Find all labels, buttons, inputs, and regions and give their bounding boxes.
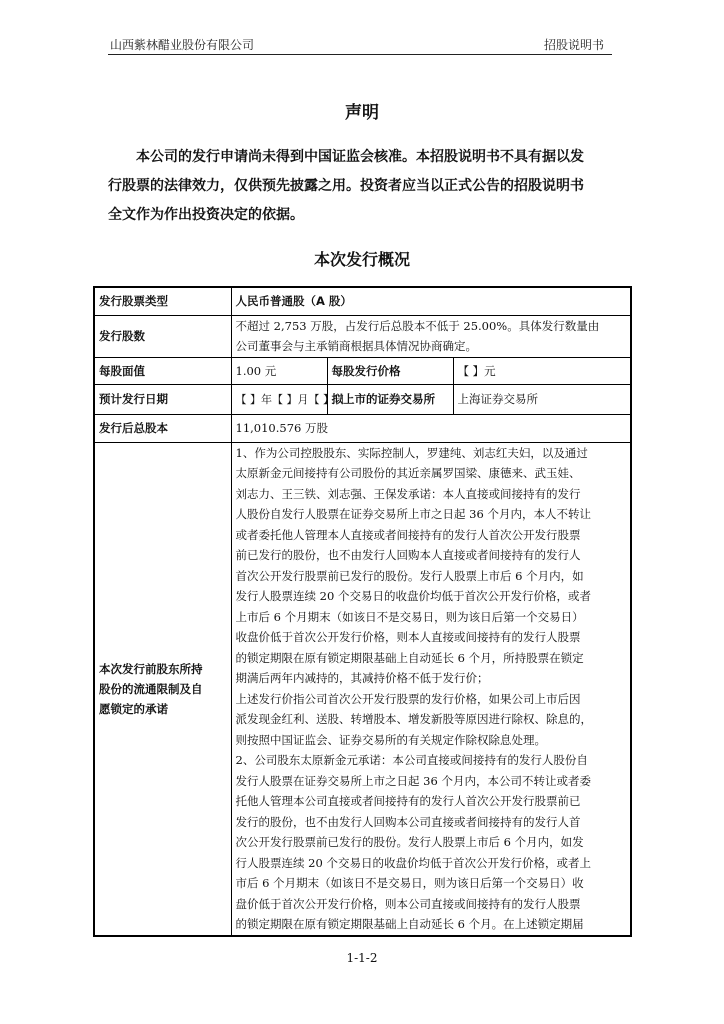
shares-label: 发行股数 (94, 315, 231, 357)
lockup-line: 次公开发行股票前已发行的股份。发行人股票上市后 6 个月内，如发 (235, 835, 584, 849)
issue-date-label: 预计发行日期 (94, 384, 231, 414)
stock-type-value: 人民币普通股（A 股） (231, 287, 631, 315)
header-company-name: 山西紫林醋业股份有限公司 (110, 38, 255, 52)
lockup-line: 或者委托他人管理本人直接或者间接持有的发行人首次公开发行股票 (235, 527, 581, 542)
lockup-label-line: 本次发行前股东所持 (99, 661, 203, 676)
par-value-label: 每股面值 (94, 357, 231, 384)
lockup-line: 1、作为公司控股股东、实际控制人，罗建纯、刘志红夫妇，以及通过 (235, 445, 588, 460)
table-row (94, 287, 631, 315)
declaration-text (108, 143, 618, 230)
page-header (108, 30, 612, 55)
lockup-line: 收盘价低于首次公开发行价格，则本人直接或间接持有的发行人股票 (235, 630, 581, 644)
shares-value-line: 公司董事会与主承销商根据具体情况协商确定。 (235, 339, 477, 353)
declaration-title: 声明 (345, 103, 379, 123)
page-number: 1-1-2 (346, 951, 378, 965)
lockup-line: 首次公开发行股票前已发行的股份。发行人股票上市后 6 个月内，如 (235, 568, 584, 583)
header-document-type: 招股说明书 (543, 38, 604, 52)
lockup-line: 派发现金红利、送股、转增股本、增发新股等原因进行除权、除息的， (235, 712, 592, 726)
issue-date-value: 【 】年【 】月【 】日 (231, 384, 327, 414)
lockup-line: 市后 6 个月期末（如该日不是交易日，则为该日后第一个交易日）收 (235, 876, 584, 890)
exchange-value: 上海证券交易所 (453, 384, 631, 414)
table-row (94, 414, 631, 442)
issue-price-label: 每股发行价格 (327, 357, 453, 384)
declaration-line: 本公司的发行申请尚未得到中国证监会核准。本招股说明书不具有据以发 (136, 149, 584, 165)
table-row (94, 442, 631, 936)
lockup-line: 的锁定期限在原有锁定期限基础上自动延长 6 个月。在上述锁定期届 (235, 917, 584, 931)
lockup-line: 太原新金元间接持有公司股份的其近亲属罗国梁、康德来、武玉娃、 (235, 466, 581, 480)
lockup-label (94, 442, 231, 936)
lockup-line: 盘价低于首次公开发行价格，则本公司直接或间接持有的发行人股票 (235, 896, 581, 911)
lockup-line: 发行的股份，也不由发行人回购本公司直接或者间接持有的发行人首 (235, 814, 581, 829)
lockup-line: 的锁定期限在原有锁定期限基础上自动延长 6 个月，所持股票在锁定 (235, 650, 584, 665)
lockup-line: 发行人股票在证券交易所上市之日起 36 个月内，本公司不转让或者委 (235, 773, 591, 788)
offering-overview-table (93, 286, 632, 937)
lockup-line: 上市后 6 个月期末（如该日不是交易日，则为该日后第一个交易日） (235, 609, 584, 624)
table-row (94, 315, 631, 357)
issue-price-value: 【 】元 (453, 357, 631, 384)
lockup-line: 刘志力、王三铁、刘志强、王保发承诺：本人直接或间接持有的发行 (235, 486, 581, 501)
declaration-line: 全文作为作出投资决定的依据。 (108, 207, 304, 223)
lockup-label-line: 股份的流通限制及自 (99, 681, 203, 696)
par-value: 1.00 元 (231, 357, 327, 384)
overview-title: 本次发行概况 (313, 250, 410, 269)
lockup-line: 托他人管理本公司直接或者间接持有的发行人首次公开发行股票前已 (235, 794, 581, 808)
lockup-line: 2、公司股东太原新金元承诺：本公司直接或间接持有的发行人股份自 (235, 753, 588, 767)
total-shares-label: 发行后总股本 (94, 414, 231, 442)
declaration-line: 行股票的法律效力，仅供预先披露之用。投资者应当以正式公告的招股说明书 (108, 178, 584, 194)
lockup-line: 行人股票连续 20 个交易日的收盘价均低于首次公开发行价格，或者上 (235, 855, 591, 870)
exchange-label: 拟上市的证券交易所 (327, 384, 453, 414)
lockup-line: 发行人股票连续 20 个交易日的收盘价均低于首次公开发行价格，或者 (235, 589, 591, 603)
lockup-line: 上述发行价指公司首次公开发行股票的发行价格，如果公司上市后因 (235, 691, 581, 706)
total-shares-value: 11,010.576 万股 (231, 414, 631, 442)
lockup-line: 人股份自发行人股票在证券交易所上市之日起 36 个月内，本人不转让 (235, 507, 591, 521)
shares-value-line: 不超过 2,753 万股，占发行后总股本不低于 25.00%。具体发行数量由 (235, 319, 600, 333)
table-row (94, 384, 631, 414)
lockup-commitment-text (231, 442, 631, 936)
shares-value (231, 315, 631, 357)
stock-type-label: 发行股票类型 (94, 287, 231, 315)
lockup-line: 则按照中国证监会、证券交易所的有关规定作除权除息处理。 (235, 732, 546, 747)
lockup-label-line: 愿锁定的承诺 (99, 701, 168, 716)
table-row (94, 357, 631, 384)
lockup-line: 前已发行的股份，也不由发行人回购本人直接或者间接持有的发行人 (235, 548, 581, 562)
lockup-line: 期满后两年内减持的，其减持价格不低于发行价； (235, 671, 489, 685)
